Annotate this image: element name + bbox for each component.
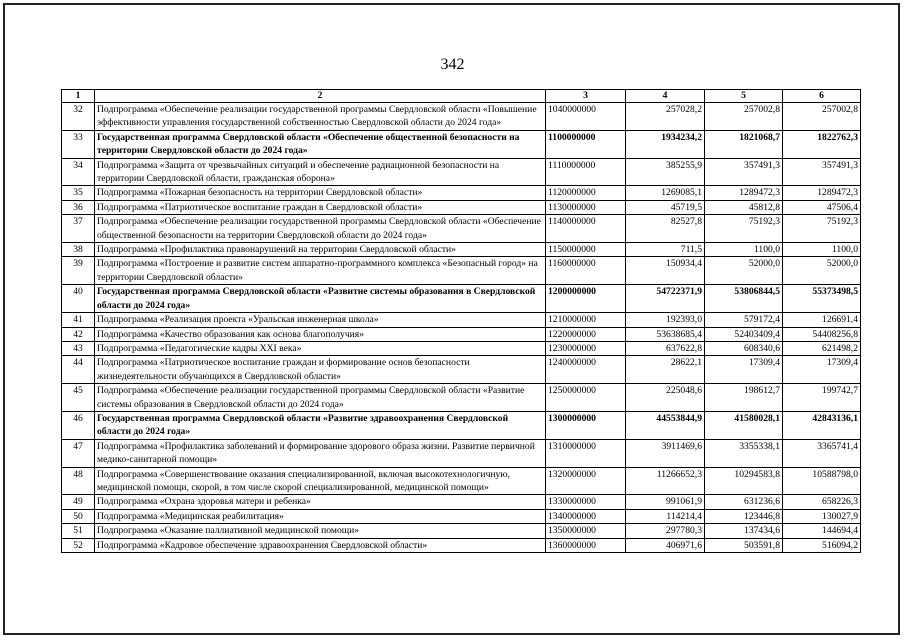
value-col-5: 45812,8 [705,200,783,214]
row-number: 36 [62,200,95,214]
value-col-5: 3355338,1 [705,439,783,467]
program-name: Подпрограмма «Охрана здоровья матери и ребенка» [95,495,546,509]
table-row [62,158,861,186]
value-col-5: 52000,0 [705,257,783,285]
value-col-6: 621498,2 [783,341,861,355]
program-name: Подпрограмма «Совершенствование оказания специализированной, включая высокотехнологичную, медицинской помощи, скорой, в том числе скорой специализированной, медицинской помощи» [95,467,546,495]
program-name: Подпрограмма «Профилактика заболеваний и формирование здорового образа жизни. Развитие первичной медико-санитарной помощи» [95,439,546,467]
value-col-5: 579172,4 [705,313,783,327]
table-row [62,384,861,412]
value-col-6: 257002,8 [783,103,861,131]
value-col-6: 55373498,5 [783,285,861,313]
program-name: Подпрограмма «Педагогические кадры XXI века» [95,341,546,355]
value-col-6: 54408256,8 [783,327,861,341]
value-col-5: 608340,6 [705,341,783,355]
value-col-5: 257002,8 [705,103,783,131]
table-row [62,327,861,341]
value-col-6: 516094,2 [783,538,861,552]
value-col-5: 503591,8 [705,538,783,552]
value-col-6: 126691,4 [783,313,861,327]
value-col-4: 225048,6 [626,384,705,412]
program-code: 1220000000 [546,327,626,341]
value-col-5: 137434,6 [705,524,783,538]
value-col-5: 1100,0 [705,243,783,257]
row-number: 37 [62,215,95,243]
value-col-4: 257028,2 [626,103,705,131]
value-col-4: 53638685,4 [626,327,705,341]
row-number: 38 [62,243,95,257]
budget-table [61,89,861,553]
program-name: Подпрограмма «Реализация проекта «Уральская инженерная школа» [95,313,546,327]
program-code: 1230000000 [546,341,626,355]
program-name: Подпрограмма «Медицинская реабилитация» [95,509,546,523]
program-code: 1320000000 [546,467,626,495]
program-name: Подпрограмма «Обеспечение реализации государственной программы Свердловской области «Обеспечение общественной безопасности на территории Свердловской области до 2024 года» [95,215,546,243]
table-row [62,356,861,384]
value-col-4: 3911469,6 [626,439,705,467]
page-number: 342 [440,56,465,73]
program-code: 1100000000 [546,130,626,158]
program-name: Подпрограмма «Обеспечение реализации государственной программы Свердловской области «Развитие системы образования в Свердловской области до 2024 года» [95,384,546,412]
program-name: Подпрограмма «Профилактика правонарушений на территории Свердловской области» [95,243,546,257]
table-row [62,257,861,285]
program-code: 1340000000 [546,509,626,523]
program-name: Подпрограмма «Патриотическое воспитание граждан в Свердловской области» [95,200,546,214]
row-number: 46 [62,411,95,439]
row-number: 40 [62,285,95,313]
program-code: 1160000000 [546,257,626,285]
value-col-6: 47506,4 [783,200,861,214]
program-code: 1240000000 [546,356,626,384]
value-col-5: 17309,4 [705,356,783,384]
program-name: Подпрограмма «Оказание паллиативной медицинской помощи» [95,524,546,538]
value-col-6: 130027,9 [783,509,861,523]
value-col-6: 1289472,3 [783,186,861,200]
value-col-6: 10588798,0 [783,467,861,495]
row-number: 42 [62,327,95,341]
table-row [62,439,861,467]
value-col-6: 144694,4 [783,524,861,538]
table-body [62,103,861,553]
value-col-4: 54722371,9 [626,285,705,313]
program-code: 1310000000 [546,439,626,467]
value-col-6: 1822762,3 [783,130,861,158]
value-col-4: 44553844,9 [626,411,705,439]
value-col-4: 82527,8 [626,215,705,243]
row-number: 39 [62,257,95,285]
table-row [62,411,861,439]
value-col-4: 711,5 [626,243,705,257]
table-row [62,200,861,214]
program-code: 1040000000 [546,103,626,131]
column-header: 2 [95,90,546,103]
program-code: 1360000000 [546,538,626,552]
value-col-6: 52000,0 [783,257,861,285]
row-number: 47 [62,439,95,467]
program-code: 1350000000 [546,524,626,538]
value-col-4: 11266652,3 [626,467,705,495]
value-col-6: 658226,3 [783,495,861,509]
value-col-4: 297780,3 [626,524,705,538]
value-col-5: 1821068,7 [705,130,783,158]
program-code: 1200000000 [546,285,626,313]
table-row [62,495,861,509]
table-row [62,524,861,538]
program-name: Государственная программа Свердловской области «Развитие системы образования в Свердловской области до 2024 года» [95,285,546,313]
value-col-5: 10294583,8 [705,467,783,495]
program-code: 1150000000 [546,243,626,257]
value-col-4: 114214,4 [626,509,705,523]
value-col-6: 75192,3 [783,215,861,243]
value-col-4: 991061,9 [626,495,705,509]
row-number: 43 [62,341,95,355]
row-number: 41 [62,313,95,327]
value-col-6: 357491,3 [783,158,861,186]
value-col-4: 637622,8 [626,341,705,355]
table-header-row [62,90,861,103]
program-name: Подпрограмма «Кадровое обеспечение здравоохранения Свердловской области» [95,538,546,552]
row-number: 45 [62,384,95,412]
value-col-5: 75192,3 [705,215,783,243]
row-number: 33 [62,130,95,158]
program-code: 1140000000 [546,215,626,243]
value-col-5: 41580028,1 [705,411,783,439]
column-header: 4 [626,90,705,103]
row-number: 50 [62,509,95,523]
value-col-4: 406971,6 [626,538,705,552]
program-code: 1110000000 [546,158,626,186]
value-col-4: 192393,0 [626,313,705,327]
program-code: 1120000000 [546,186,626,200]
row-number: 51 [62,524,95,538]
table-row [62,538,861,552]
row-number: 48 [62,467,95,495]
column-header: 3 [546,90,626,103]
table-row [62,243,861,257]
table-row [62,130,861,158]
value-col-4: 150934,4 [626,257,705,285]
value-col-4: 1934234,2 [626,130,705,158]
table-row [62,467,861,495]
value-col-5: 52403409,4 [705,327,783,341]
table-row [62,313,861,327]
table-row [62,186,861,200]
program-name: Подпрограмма «Защита от чрезвычайных ситуаций и обеспечение радиационной безопасности на территории Свердловской области, гражданская оборона» [95,158,546,186]
value-col-4: 28622,1 [626,356,705,384]
program-name: Подпрограмма «Построение и развитие систем аппаратно-программного комплекса «Безопасный город» на территории Свердловской области» [95,257,546,285]
value-col-5: 123446,8 [705,509,783,523]
program-code: 1300000000 [546,411,626,439]
program-name: Подпрограмма «Качество образования как основа благополучия» [95,327,546,341]
program-code: 1250000000 [546,384,626,412]
program-name: Государственная программа Свердловской области «Обеспечение общественной безопасности на территории Свердловской области до 2024 года» [95,130,546,158]
row-number: 34 [62,158,95,186]
value-col-5: 1289472,3 [705,186,783,200]
table-row [62,341,861,355]
value-col-6: 42843136,1 [783,411,861,439]
row-number: 35 [62,186,95,200]
column-header: 5 [705,90,783,103]
program-code: 1210000000 [546,313,626,327]
row-number: 49 [62,495,95,509]
value-col-6: 1100,0 [783,243,861,257]
row-number: 32 [62,103,95,131]
value-col-4: 385255,9 [626,158,705,186]
value-col-6: 17309,4 [783,356,861,384]
row-number: 52 [62,538,95,552]
value-col-6: 3365741,4 [783,439,861,467]
value-col-4: 1269085,1 [626,186,705,200]
column-header: 1 [62,90,95,103]
program-code: 1130000000 [546,200,626,214]
program-name: Государственная программа Свердловской области «Развитие здравоохранения Свердловской области до 2024 года» [95,411,546,439]
program-code: 1330000000 [546,495,626,509]
program-name: Подпрограмма «Патриотическое воспитание граждан и формирование основ безопасности жизнедеятельности обучающихся в Свердловской области» [95,356,546,384]
table-row [62,285,861,313]
table-row [62,103,861,131]
table-row [62,215,861,243]
value-col-5: 198612,7 [705,384,783,412]
value-col-4: 45719,5 [626,200,705,214]
value-col-5: 53806844,5 [705,285,783,313]
column-header: 6 [783,90,861,103]
table-row [62,509,861,523]
value-col-6: 199742,7 [783,384,861,412]
value-col-5: 631236,6 [705,495,783,509]
row-number: 44 [62,356,95,384]
program-name: Подпрограмма «Пожарная безопасность на территории Свердловской области» [95,186,546,200]
value-col-5: 357491,3 [705,158,783,186]
program-name: Подпрограмма «Обеспечение реализации государственной программы Свердловской области «Повышение эффективности управления государственной собственностью Свердловской области до 2024 года» [95,103,546,131]
